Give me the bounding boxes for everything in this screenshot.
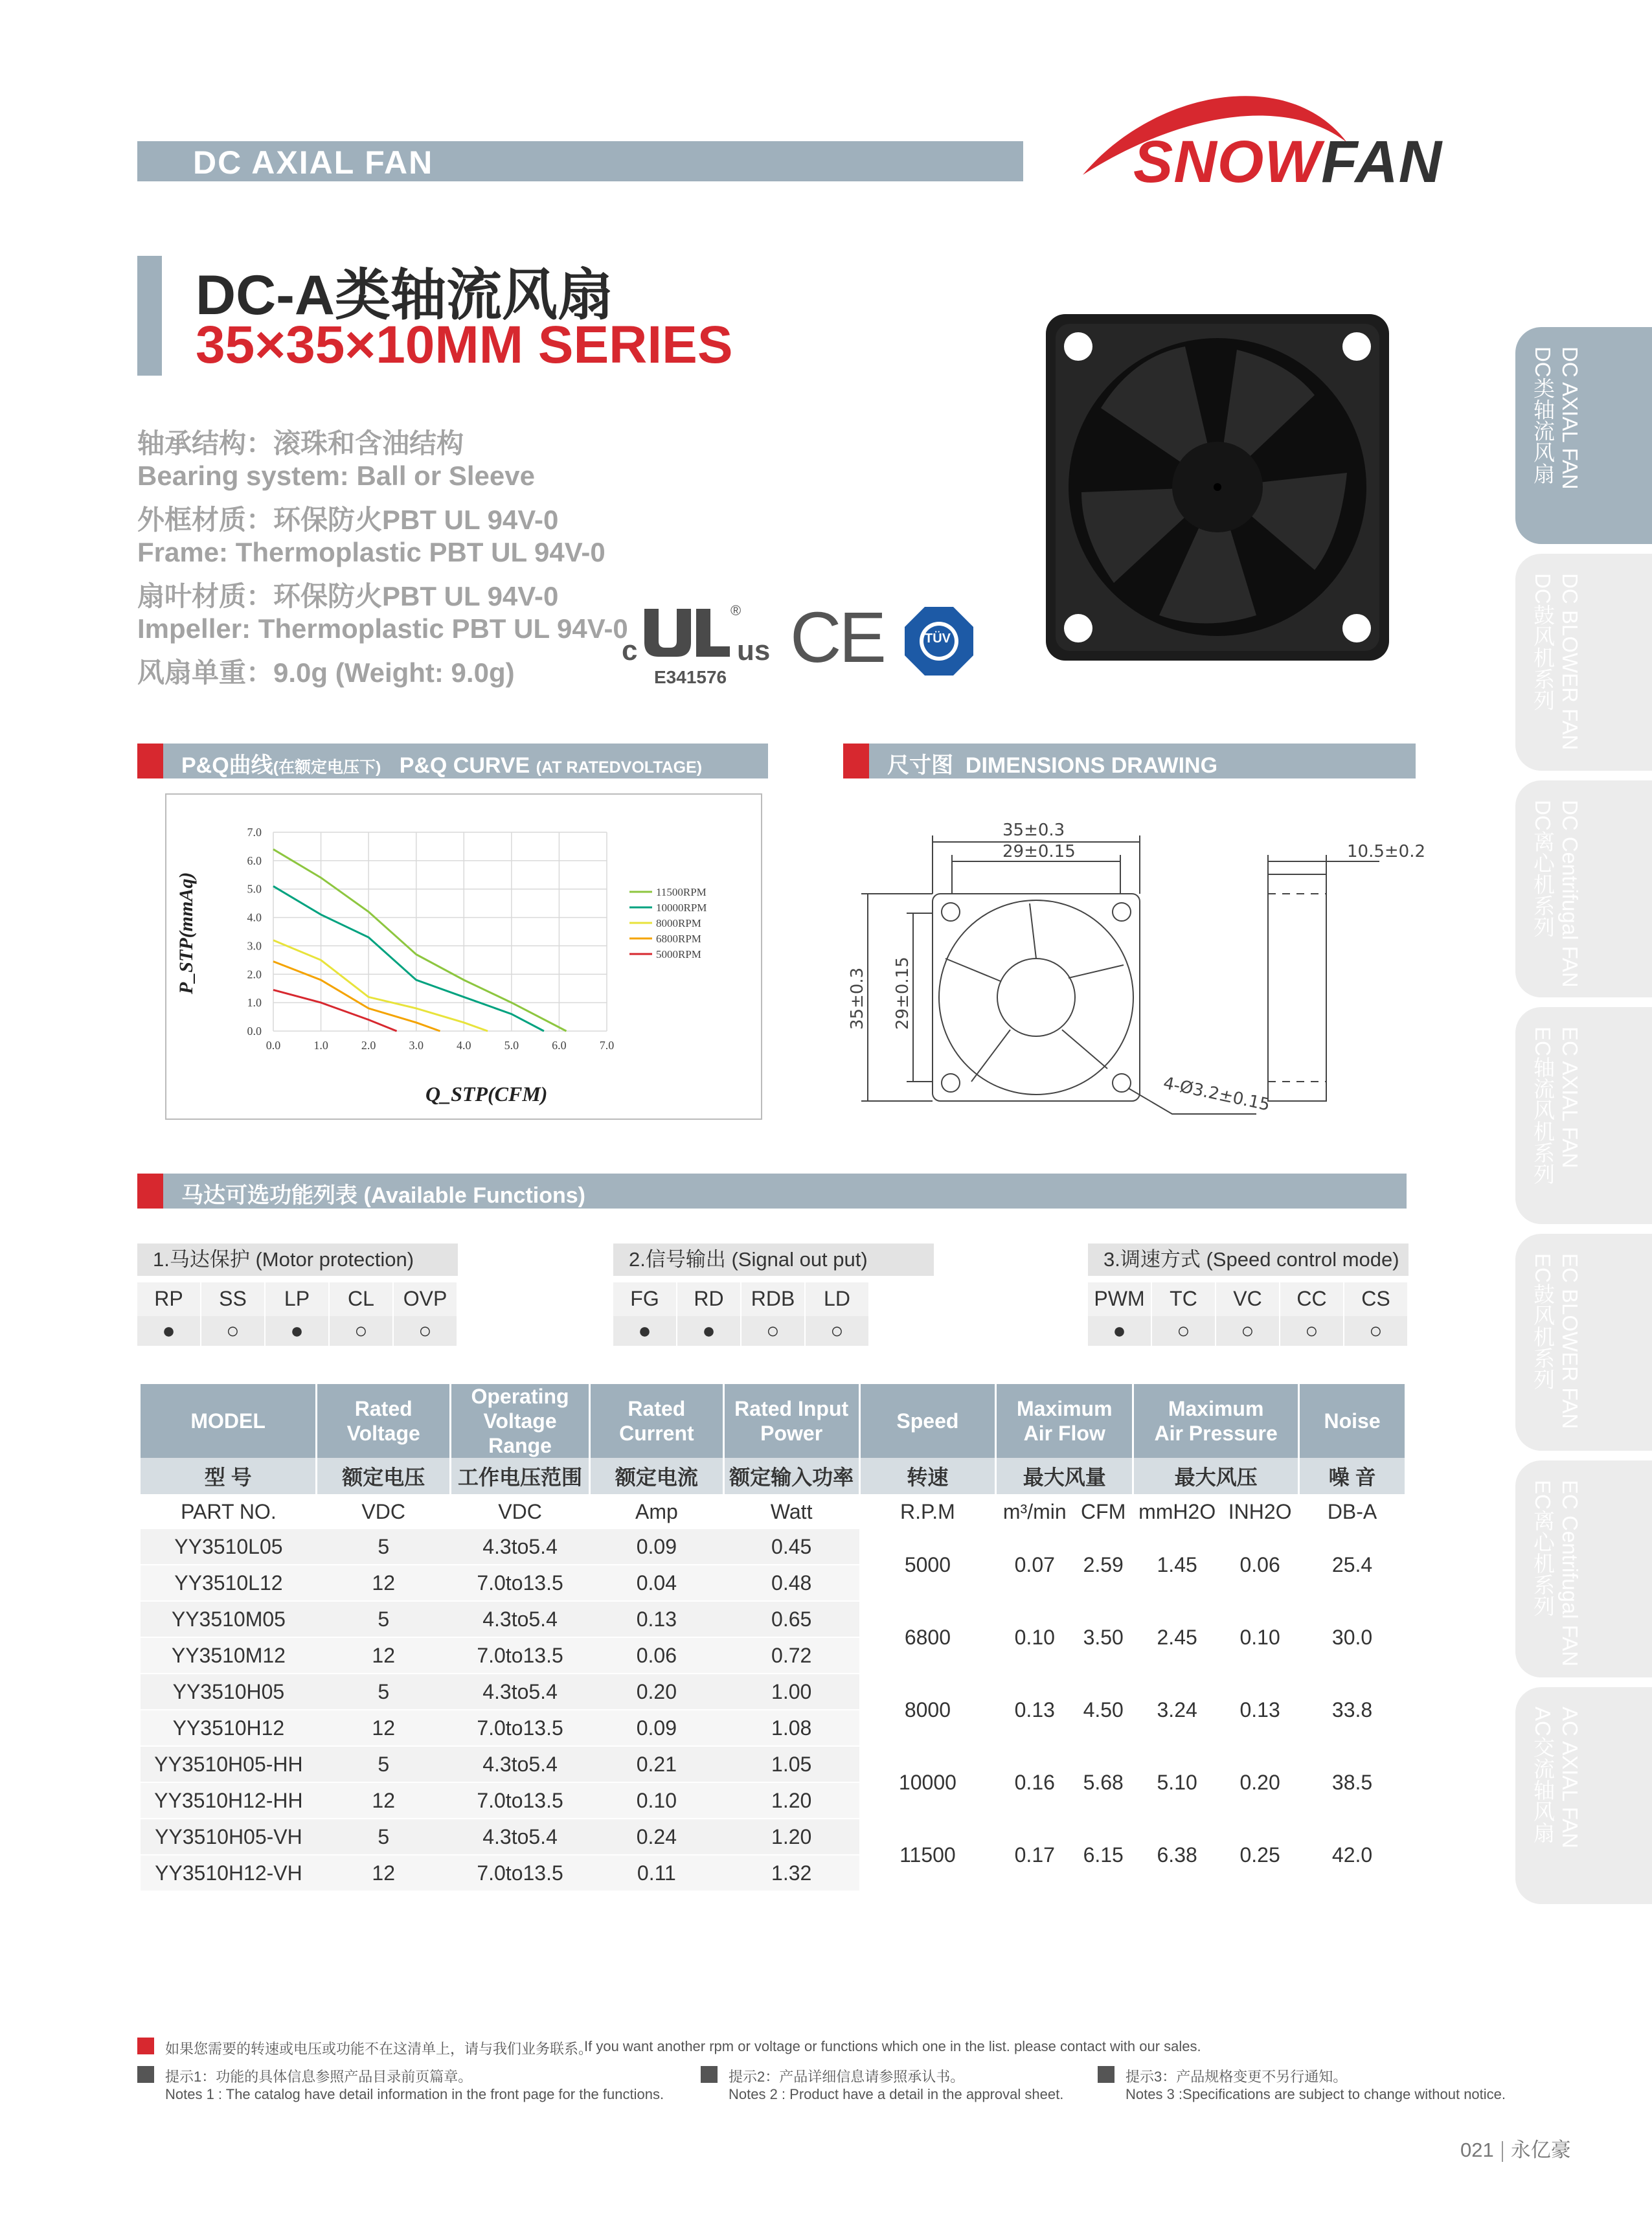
- cell-db: 30.0: [1299, 1601, 1406, 1674]
- cell-inh2o: 0.20: [1221, 1746, 1299, 1819]
- cell-m3: 0.07: [996, 1529, 1074, 1601]
- ul-us: us: [737, 635, 771, 666]
- cell-current: 0.09: [589, 1529, 723, 1565]
- x-tick-label: 7.0: [599, 1039, 615, 1052]
- function-rd: RD ●: [677, 1282, 740, 1346]
- cell-power: 0.65: [723, 1601, 859, 1637]
- cell-voltage: 5: [317, 1529, 451, 1565]
- note-marker-3: [1098, 2066, 1115, 2083]
- y-tick-label: 1.0: [247, 996, 262, 1010]
- function-group-title: 1.马达保护 (Motor protection): [137, 1244, 458, 1276]
- note-main-cn: 如果您需要的转速或电压或功能不在这清单上，请与我们业务联系。: [165, 2041, 593, 2057]
- function-ss: SS ○: [201, 1282, 264, 1346]
- function-ovp: OVP ○: [394, 1282, 457, 1346]
- th-airflow: Maximum Air Flow: [996, 1384, 1133, 1458]
- function-tc: TC ○: [1152, 1282, 1215, 1346]
- cell-mmh2o: 5.10: [1133, 1746, 1221, 1819]
- series-line-11500RPM: [273, 849, 567, 1031]
- function-fg: FG ●: [613, 1282, 676, 1346]
- side-tab-ac-axial[interactable]: AC AXIAL FAN AC交流轴风扇: [1515, 1687, 1652, 1904]
- cell-power: 1.32: [723, 1855, 859, 1891]
- side-tab-dc-centrifugal[interactable]: DC Centrifugal FAN DC离心机系列: [1515, 780, 1652, 997]
- cell-rpm: 10000: [859, 1746, 996, 1819]
- cell-voltage: 5: [317, 1746, 451, 1782]
- function-rdb: RDB ○: [741, 1282, 804, 1346]
- functions-header: 马达可选功能列表 (Available Functions): [137, 1174, 1407, 1209]
- cell-model: YY3510M05: [141, 1601, 317, 1637]
- cell-model: YY3510L12: [141, 1565, 317, 1601]
- cell-cfm: 6.15: [1074, 1819, 1133, 1891]
- cell-inh2o: 0.10: [1221, 1601, 1299, 1674]
- pq-curve-header: P&Q曲线(在额定电压下) P&Q CURVE (AT RATEDVOLTAGE): [137, 744, 768, 778]
- cell-power: 1.00: [723, 1674, 859, 1710]
- dim-depth: 10.5±0.2: [1347, 842, 1426, 861]
- cell-db: 25.4: [1299, 1529, 1406, 1601]
- y-tick-label: 7.0: [247, 826, 262, 839]
- x-axis-label: Q_STP(CFM): [425, 1082, 548, 1106]
- table-row: [141, 1819, 1406, 1855]
- table-row: [141, 1601, 1406, 1637]
- function-group-motor-protection: [137, 1244, 458, 1346]
- note-marker-red: [137, 2038, 154, 2054]
- pq-chart: [165, 793, 762, 1120]
- legend-label: 6800RPM: [656, 933, 701, 945]
- side-tab-ec-blower[interactable]: EC BLOWER FAN EC鼓风机系列: [1515, 1234, 1652, 1451]
- spec-bearing-en: Bearing system: Ball or Sleeve: [137, 460, 535, 491]
- series-line-10000RPM: [273, 886, 544, 1031]
- spec-impeller-cn: 扇叶材质：环保防火PBT UL 94V-0: [137, 581, 559, 611]
- cell-model: YY3510L05: [141, 1529, 317, 1565]
- page-number: 021: [1460, 2139, 1494, 2161]
- cell-voltage: 12: [317, 1782, 451, 1819]
- table-units-row: PART NO. VDC VDC Amp Watt R.P.M m³/min CFM mmH2O INH2O DB-A: [141, 1494, 1406, 1529]
- legend-label: 8000RPM: [656, 917, 701, 929]
- y-tick-label: 5.0: [247, 882, 262, 896]
- cell-model: YY3510M12: [141, 1637, 317, 1674]
- cell-current: 0.06: [589, 1637, 723, 1674]
- cell-rpm: 5000: [859, 1529, 996, 1601]
- cell-m3: 0.17: [996, 1819, 1074, 1891]
- table-header-cn: 型 号 额定电压 工作电压范围 额定电流 额定输入功率 转速 最大风量 最大风压 噪 音: [141, 1458, 1406, 1494]
- table-row: [141, 1529, 1406, 1565]
- cell-m3: 0.10: [996, 1601, 1074, 1674]
- company-name: 永亿豪: [1510, 2139, 1571, 2161]
- cell-current: 0.13: [589, 1601, 723, 1637]
- dim-width-outer: 35±0.3: [1002, 821, 1065, 840]
- th-noise: Noise: [1299, 1384, 1406, 1458]
- function-cl: CL ○: [330, 1282, 392, 1346]
- th-power: Rated Input Power: [723, 1384, 859, 1458]
- note1-cn: 提示1：功能的具体信息参照产品目录前页篇章。: [165, 2069, 473, 2085]
- cell-mmh2o: 2.45: [1133, 1601, 1221, 1674]
- ul-c: c: [622, 635, 638, 666]
- th-pressure: Maximum Air Pressure: [1133, 1384, 1299, 1458]
- note2-cn: 提示2：产品详细信息请参照承认书。: [729, 2069, 965, 2085]
- snowfan-logo: [1075, 71, 1464, 194]
- cell-range: 7.0to13.5: [451, 1565, 590, 1601]
- tuv-certification: [903, 606, 975, 677]
- cell-mmh2o: 6.38: [1133, 1819, 1221, 1891]
- cell-cfm: 4.50: [1074, 1674, 1133, 1746]
- spec-bearing-cn: 轴承结构：滚珠和含油结构: [137, 428, 464, 459]
- cell-voltage: 5: [317, 1601, 451, 1637]
- legend-label: 11500RPM: [656, 886, 707, 898]
- cell-range: 7.0to13.5: [451, 1637, 590, 1674]
- cell-range: 7.0to13.5: [451, 1782, 590, 1819]
- cell-model: YY3510H12: [141, 1710, 317, 1746]
- cell-model: YY3510H05-VH: [141, 1819, 317, 1855]
- cell-range: 4.3to5.4: [451, 1529, 590, 1565]
- category-banner: [137, 141, 1023, 181]
- cell-power: 1.20: [723, 1782, 859, 1819]
- dimensions-drawing: [835, 810, 1444, 1133]
- cell-range: 7.0to13.5: [451, 1710, 590, 1746]
- brand-dark: FAN: [1321, 129, 1443, 195]
- cell-voltage: 12: [317, 1565, 451, 1601]
- x-tick-label: 5.0: [504, 1039, 519, 1052]
- legend-label: 5000RPM: [656, 948, 701, 960]
- cell-cfm: 3.50: [1074, 1601, 1133, 1674]
- ul-number: E341576: [654, 667, 727, 687]
- cell-range: 4.3to5.4: [451, 1819, 590, 1855]
- cell-range: 4.3to5.4: [451, 1674, 590, 1710]
- side-tab-ec-centrifugal[interactable]: EC Centrifugal FAN EC离心机系列: [1515, 1460, 1652, 1677]
- cell-voltage: 12: [317, 1710, 451, 1746]
- brand-red: SNOW: [1133, 129, 1322, 195]
- note1-en: Notes 1 : The catalog have detail information in the front page for the functions.: [165, 2086, 664, 2102]
- cell-model: YY3510H05: [141, 1674, 317, 1710]
- function-lp: LP ●: [266, 1282, 328, 1346]
- cell-range: 4.3to5.4: [451, 1601, 590, 1637]
- dim-height-outer: 35±0.3: [848, 967, 867, 1030]
- cell-current: 0.09: [589, 1710, 723, 1746]
- series-line-8000RPM: [273, 940, 488, 1031]
- pq-chart-svg: [166, 795, 761, 1119]
- cell-voltage: 12: [317, 1855, 451, 1891]
- spec-frame-en: Frame: Thermoplastic PBT UL 94V-0: [137, 537, 605, 567]
- y-tick-label: 4.0: [247, 911, 262, 924]
- x-tick-label: 1.0: [313, 1039, 328, 1052]
- dim-mounting-holes: 4-Ø3.2±0.15: [1161, 1073, 1272, 1115]
- product-series: 35×35×10MM SERIES: [196, 315, 733, 374]
- function-group-signal-output: [613, 1244, 934, 1346]
- cell-current: 0.04: [589, 1565, 723, 1601]
- cell-range: 4.3to5.4: [451, 1746, 590, 1782]
- cell-power: 1.05: [723, 1746, 859, 1782]
- cell-current: 0.11: [589, 1855, 723, 1891]
- page-footer: [1460, 2133, 1571, 2163]
- cell-mmh2o: 1.45: [1133, 1529, 1221, 1601]
- table-row: [141, 1746, 1406, 1782]
- x-tick-label: 2.0: [361, 1039, 376, 1052]
- x-tick-label: 6.0: [552, 1039, 567, 1052]
- ce-mark: CE: [790, 598, 884, 677]
- note-marker-1: [137, 2066, 154, 2083]
- x-tick-label: 4.0: [457, 1039, 471, 1052]
- tuv-label: TÜV: [925, 631, 951, 646]
- y-tick-label: 3.0: [247, 939, 262, 953]
- function-group-speed-control: [1088, 1244, 1409, 1346]
- th-speed: Speed: [859, 1384, 996, 1458]
- cell-db: 38.5: [1299, 1746, 1406, 1819]
- cell-db: 33.8: [1299, 1674, 1406, 1746]
- cell-power: 0.48: [723, 1565, 859, 1601]
- cell-voltage: 5: [317, 1819, 451, 1855]
- side-tab-dc-blower[interactable]: DC BLOWER FAN DC鼓风机系列: [1515, 554, 1652, 771]
- ul-reg: ®: [730, 602, 741, 619]
- dim-height-inner: 29±0.15: [893, 957, 912, 1030]
- function-cs: CS ○: [1344, 1282, 1407, 1346]
- cell-current: 0.24: [589, 1819, 723, 1855]
- dimensions-header: 尺寸图 DIMENSIONS DRAWING: [843, 744, 1416, 778]
- spec-frame-cn: 外框材质：环保防火PBT UL 94V-0: [137, 505, 559, 535]
- ul-certification: [622, 602, 790, 687]
- cell-db: 42.0: [1299, 1819, 1406, 1891]
- x-tick-label: 3.0: [409, 1039, 424, 1052]
- side-tab-ec-axial[interactable]: EC AXIAL FAN EC轴流风机系列: [1515, 1007, 1652, 1224]
- cell-model: YY3510H12-HH: [141, 1782, 317, 1819]
- cell-current: 0.21: [589, 1746, 723, 1782]
- cell-current: 0.10: [589, 1782, 723, 1819]
- function-cc: CC ○: [1280, 1282, 1343, 1346]
- cell-cfm: 2.59: [1074, 1529, 1133, 1601]
- side-tab-dc-axial[interactable]: DC AXIAL FAN DC类轴流风扇: [1515, 327, 1652, 544]
- note3-en: Notes 3 :Specifications are subject to change without notice.: [1126, 2086, 1506, 2102]
- dim-width-inner: 29±0.15: [1002, 842, 1076, 861]
- function-rp: RP ●: [137, 1282, 200, 1346]
- product-title: DC-A类轴流风扇: [196, 264, 613, 326]
- cell-voltage: 12: [317, 1637, 451, 1674]
- fan-photo: [1043, 311, 1392, 664]
- cell-current: 0.20: [589, 1674, 723, 1710]
- y-tick-label: 0.0: [247, 1025, 262, 1038]
- spec-table: [141, 1384, 1407, 1892]
- th-range: Operating Voltage Range: [451, 1384, 590, 1458]
- function-pwm: PWM ●: [1088, 1282, 1151, 1346]
- y-tick-label: 6.0: [247, 854, 262, 867]
- ul-mark-icon: [638, 602, 735, 661]
- spec-impeller-en: Impeller: Thermoplastic PBT UL 94V-0: [137, 613, 628, 644]
- function-group-title: 2.信号输出 (Signal out put): [613, 1244, 934, 1276]
- cell-m3: 0.13: [996, 1674, 1074, 1746]
- cell-power: 1.20: [723, 1819, 859, 1855]
- cell-voltage: 5: [317, 1674, 451, 1710]
- cell-rpm: 8000: [859, 1674, 996, 1746]
- x-tick-label: 0.0: [266, 1039, 281, 1052]
- function-group-title: 3.调速方式 (Speed control mode): [1088, 1244, 1409, 1276]
- cell-mmh2o: 3.24: [1133, 1674, 1221, 1746]
- cell-model: YY3510H05-HH: [141, 1746, 317, 1782]
- cell-range: 7.0to13.5: [451, 1855, 590, 1891]
- cell-power: 0.45: [723, 1529, 859, 1565]
- function-ld: LD ○: [806, 1282, 868, 1346]
- table-row: [141, 1674, 1406, 1710]
- cell-power: 0.72: [723, 1637, 859, 1674]
- note-marker-2: [701, 2066, 718, 2083]
- spec-weight: 风扇单重：9.0g (Weight: 9.0g): [137, 657, 515, 688]
- y-tick-label: 2.0: [247, 968, 262, 981]
- note-main-en: If you want another rpm or voltage or functions which one in the list. please contact with our sales.: [584, 2038, 1201, 2054]
- title-accent-bar: [137, 256, 162, 376]
- table-header-en: [141, 1384, 1406, 1458]
- legend-label: 10000RPM: [656, 902, 707, 914]
- cell-model: YY3510H12-VH: [141, 1855, 317, 1891]
- cell-inh2o: 0.06: [1221, 1529, 1299, 1601]
- th-current: Rated Current: [589, 1384, 723, 1458]
- note3-cn: 提示3：产品规格变更不另行通知。: [1126, 2069, 1348, 2085]
- th-model: MODEL: [141, 1384, 317, 1458]
- cell-inh2o: 0.25: [1221, 1819, 1299, 1891]
- note2-en: Notes 2 : Product have a detail in the approval sheet.: [729, 2086, 1064, 2102]
- cell-power: 1.08: [723, 1710, 859, 1746]
- cell-rpm: 11500: [859, 1819, 996, 1891]
- th-voltage: Rated Voltage: [317, 1384, 451, 1458]
- cell-rpm: 6800: [859, 1601, 996, 1674]
- cell-cfm: 5.68: [1074, 1746, 1133, 1819]
- category-label: DC AXIAL FAN: [193, 144, 434, 181]
- y-axis-label: P_STP(mmAq): [175, 872, 197, 994]
- cell-m3: 0.16: [996, 1746, 1074, 1819]
- cell-inh2o: 0.13: [1221, 1674, 1299, 1746]
- function-vc: VC ○: [1216, 1282, 1279, 1346]
